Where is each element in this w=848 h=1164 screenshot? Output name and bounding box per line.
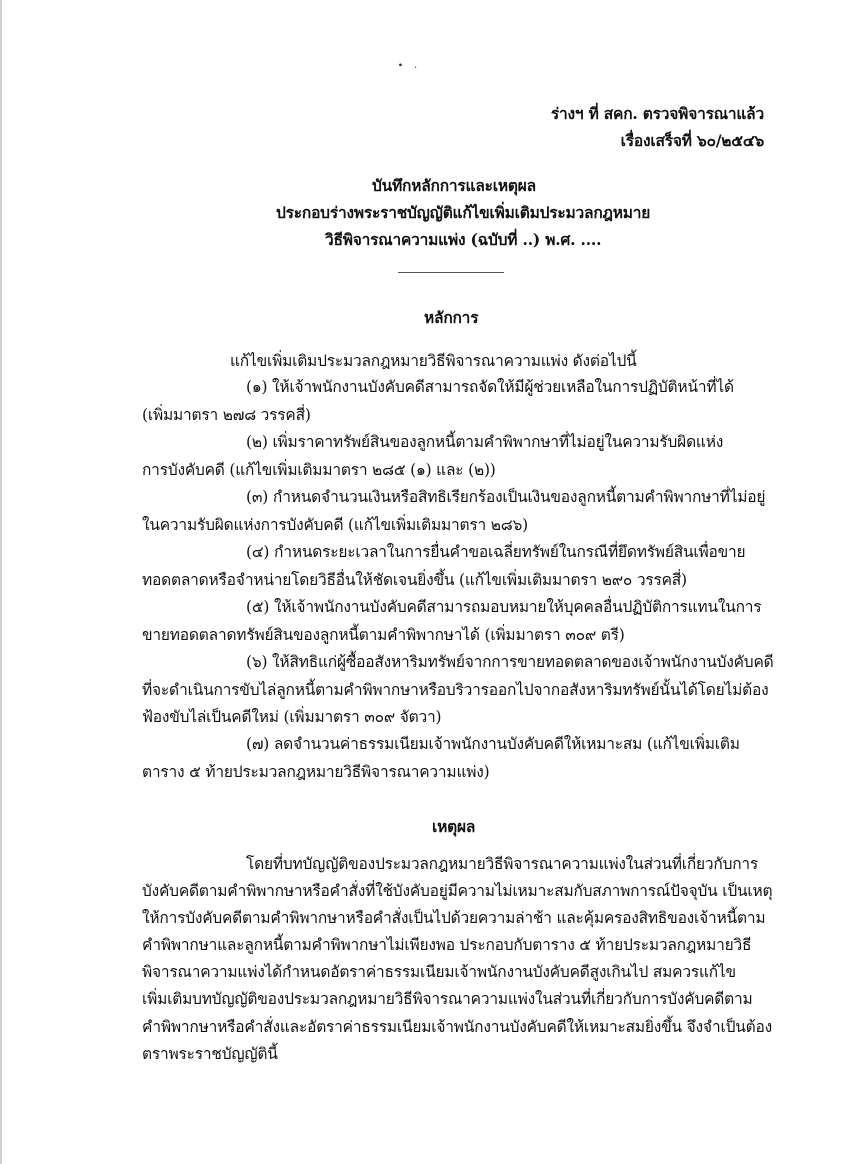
principles-line: การบังคับคดี (แก้ไขเพิ่มเติมมาตรา ๒๘๕ (๑) และ (๒)): [142, 461, 496, 479]
stamp-line-1: ร่างฯ ที่ สคก. ตรวจพิจารณาแล้ว: [550, 104, 764, 123]
principles-line: ที่จะดำเนินการขับไล่ลูกหนี้ตามคำพิพากษาหรือบริวารออกไปจากอสังหาริมทรัพย์นั้นได้โดยไม่ต้อง: [142, 681, 769, 699]
principles-line: ตาราง ๕ ท้ายประมวลกฎหมายวิธีพิจารณาความแพ่ง): [142, 763, 490, 781]
principles-line: ในความรับผิดแห่งการบังคับคดี (แก้ไขเพิ่มเติมมาตรา ๒๘๖): [142, 516, 528, 534]
reasons-heading: เหตุผล: [432, 817, 476, 836]
reasons-line: ตราพระราชบัญญัตินี้: [142, 1045, 278, 1063]
scan-edge: [0, 0, 2, 1164]
principles-line: ฟ้องขับไล่เป็นคดีใหม่ (เพิ่มมาตรา ๓๐๙ จัตวา): [142, 708, 442, 726]
stamp-line-2: เรื่องเสร็จที่ ๖๐/๒๕๔๖: [620, 131, 764, 150]
principles-line: (๑) ให้เจ้าพนักงานบังคับคดีสามารถจัดให้มีผู้ช่วยเหลือในการปฏิบัติหน้าที่ได้: [246, 378, 734, 396]
principles-line: (๗) ลดจำนวนค่าธรรมเนียมเจ้าพนักงานบังคับคดีให้เหมาะสม (แก้ไขเพิ่มเติม: [246, 735, 740, 753]
reasons-line: คำพิพากษาหรือคำสั่งและอัตราค่าธรรมเนียมเจ้าพนักงานบังคับคดีให้เหมาะสมยิ่งขึ้น จึงจำเป็นต้อง: [142, 1018, 772, 1036]
scan-speck: ∙: [398, 60, 403, 71]
title-line-3: วิธีพิจารณาความแพ่ง (ฉบับที่ ..) พ.ศ. ....: [325, 230, 602, 249]
reasons-line: คำพิพากษาและลูกหนี้ตามคำพิพากษาไม่เพียงพอ ประกอบกับตาราง ๕ ท้ายประมวลกฎหมายวิธี: [142, 936, 752, 954]
principles-heading: หลักการ: [424, 308, 479, 327]
title-line-1: บันทึกหลักการและเหตุผล: [372, 176, 536, 195]
principles-line: (๔) กำหนดระยะเวลาในการยื่นคำขอเฉลี่ยทรัพย์ในกรณีที่ยึดทรัพย์สินเพื่อขาย: [246, 543, 746, 561]
reasons-line: บังคับคดีตามคำพิพากษาหรือคำสั่งที่ใช้บังคับอยู่มีความไม่เหมาะสมกับสภาพการณ์ปัจจุบัน เป็นเหตุ: [142, 882, 773, 900]
reasons-line: พิจารณาความแพ่งได้กำหนดอัตราค่าธรรมเนียมเจ้าพนักงานบังคับคดีสูงเกินไป สมควรแก้ไข: [142, 963, 736, 981]
principles-line: (๓) กำหนดจำนวนเงินหรือสิทธิเรียกร้องเป็นเงินของลูกหนี้ตามคำพิพากษาที่ไม่อยู่: [246, 488, 766, 506]
scan-speck: ·: [414, 63, 418, 74]
principles-line: (๕) ให้เจ้าพนักงานบังคับคดีสามารถมอบหมายให้บุคคลอื่นปฏิบัติการแทนในการ: [246, 598, 762, 616]
reasons-line: ให้การบังคับคดีตามคำพิพากษาหรือคำสั่งเป็นไปด้วยความล่าช้า และคุ้มครองสิทธิของเจ้าหนี้ตาม: [142, 909, 766, 927]
reasons-line: โดยที่บทบัญญัติของประมวลกฎหมายวิธีพิจารณาความแพ่งในส่วนที่เกี่ยวกับการ: [246, 855, 759, 873]
principles-line: แก้ไขเพิ่มเติมประมวลกฎหมายวิธีพิจารณาความแพ่ง ดังต่อไปนี้: [230, 352, 637, 370]
reasons-line: เพิ่มเติมบทบัญญัติของประมวลกฎหมายวิธีพิจารณาความแพ่งในส่วนที่เกี่ยวกับการบังคับคดีตาม: [142, 990, 753, 1008]
principles-line: ทอดตลาดหรือจำหน่ายโดยวิธีอื่นให้ชัดเจนยิ่งขึ้น (แก้ไขเพิ่มเติมมาตรา ๒๙๐ วรรคสี่): [142, 571, 687, 589]
title-line-2: ประกอบร่างพระราชบัญญัติแก้ไขเพิ่มเติมประมวลกฎหมาย: [276, 203, 651, 222]
principles-line: (๖) ให้สิทธิแก่ผู้ซื้ออสังหาริมทรัพย์จากการขายทอดตลาดของเจ้าพนักงานบังคับคดี: [246, 653, 774, 671]
principles-line: (เพิ่มมาตรา ๒๗๘ วรรคสี่): [142, 406, 311, 424]
principles-line: ขายทอดตลาดทรัพย์สินของลูกหนี้ตามคำพิพากษาได้ (เพิ่มมาตรา ๓๐๙ ตรี): [142, 626, 625, 644]
principles-line: (๒) เพิ่มราคาทรัพย์สินของลูกหนี้ตามคำพิพากษาที่ไม่อยู่ในความรับผิดแห่ง: [246, 433, 724, 451]
title-divider: [398, 272, 504, 273]
